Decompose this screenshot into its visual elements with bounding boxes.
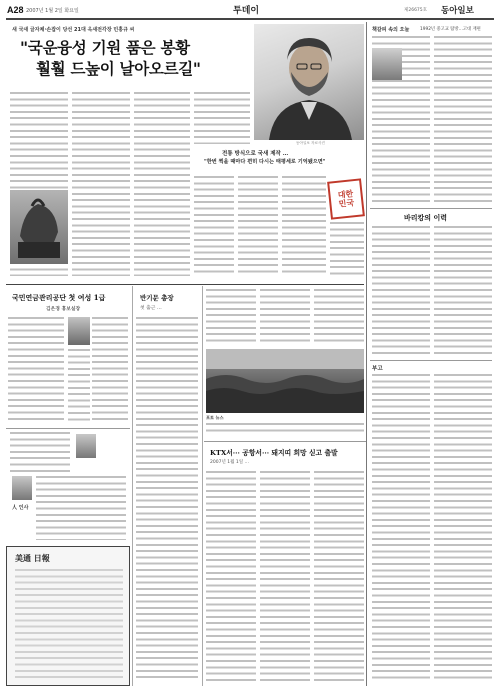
pull-quote — [194, 148, 364, 172]
mid-left-article — [6, 287, 130, 427]
issue-number: 제26675호 — [404, 8, 428, 13]
top-story-divider — [6, 284, 364, 285]
mid-left-headline: 국민연금관리공단 첫 여성 1급 — [12, 293, 106, 302]
masthead — [0, 0, 500, 20]
pull-quote-line-2: "한번 찍을 때마다 편히 다시는 태평세로 기억됐으면" — [204, 159, 326, 165]
story-body-col-6 — [238, 176, 278, 276]
mid-left-body-3 — [68, 349, 90, 421]
ad-body — [15, 569, 123, 679]
portrait-illustration — [254, 24, 364, 140]
top-story — [6, 22, 364, 282]
ktx-body-1 — [206, 471, 256, 681]
mid-left-photo — [68, 317, 90, 345]
memo-article — [134, 287, 200, 687]
column-mid-body-2 — [434, 226, 492, 356]
crowd-photo — [206, 349, 364, 413]
center-bottom-article — [204, 287, 366, 687]
seal-illustration — [10, 190, 68, 264]
crowd-photo-caption: 포토 뉴스 — [206, 415, 224, 420]
col-separator-1 — [132, 286, 133, 686]
ktx-headline: KTX서··· 공항서··· 돼지띠 희망 싣고 출발 — [210, 449, 338, 457]
story-headline-line-2: 훨훨 드높이 날아오르길" — [36, 59, 201, 78]
obituary-label: 부고 — [372, 366, 383, 372]
center-body-top-2 — [260, 289, 310, 345]
mid-left-body-1 — [8, 317, 64, 421]
portrait-photo — [254, 24, 364, 140]
story-body-col-7 — [282, 176, 326, 276]
today-in-history-label: 책갈피 속의 오늘 — [372, 27, 410, 33]
right-column-separator — [366, 22, 367, 686]
seal-sculpture-photo — [10, 190, 68, 264]
story-body-col-3 — [134, 92, 190, 276]
issue-date: 2007년 1월 2일 화요일 — [26, 8, 79, 14]
mid-left-subhead: 김은경 홍보실장 — [46, 307, 81, 312]
col-separator-2 — [202, 286, 203, 686]
memo-headline: 반기문 총장 — [140, 294, 174, 302]
crowd-caption-body — [206, 423, 364, 435]
right-rule-2 — [370, 360, 492, 361]
personnel-box — [6, 428, 130, 544]
page-number: A28 — [7, 5, 24, 15]
story-body-col-4 — [194, 92, 250, 144]
advertisement — [6, 546, 130, 686]
personnel-photo-2 — [12, 476, 32, 500]
crowd-illustration — [206, 349, 364, 413]
story-kicker: 새 국새 글자체·손잡이 당선 21대 옥새전각장 민홍규 씨 — [12, 27, 135, 33]
center-body-top-1 — [206, 289, 256, 345]
masthead-rule — [6, 18, 494, 20]
ad-title: 美通 日報 — [15, 553, 50, 563]
right-rule-1 — [370, 208, 492, 209]
obituary-body-2 — [434, 374, 492, 682]
ktx-body-3 — [314, 471, 364, 681]
personnel-label: 人 인사 — [12, 505, 29, 511]
story-body-col-8 — [330, 222, 364, 276]
ktx-body-2 — [260, 471, 310, 681]
seal-stamp-text: 대한민국 — [337, 188, 355, 209]
column-mid-title: 바리캉의 이력 — [404, 213, 448, 222]
memo-subhead: 첫 출근 … — [140, 306, 162, 311]
seal-stamp — [327, 178, 365, 219]
today-in-history-title: 1992년 중고교 탐방…고대 재편 — [420, 27, 481, 32]
personnel-body-2 — [36, 476, 126, 540]
ktx-sub: 2007년 1월 1일 … — [210, 460, 250, 465]
photo-caption: 동아일보 자료사진 — [296, 141, 325, 145]
personnel-body-1 — [10, 432, 70, 472]
personnel-photo-1 — [76, 434, 96, 458]
history-body-2 — [434, 36, 492, 206]
history-photo — [372, 48, 402, 80]
story-body-col-2 — [72, 92, 130, 276]
personnel-rule — [6, 428, 130, 429]
memo-body — [136, 317, 198, 681]
newspaper-logo: 동아일보 — [441, 6, 474, 16]
section-title: 투데이 — [233, 6, 260, 16]
right-column — [368, 22, 494, 686]
ktx-rule — [204, 441, 366, 442]
obituary-body-1 — [372, 374, 430, 682]
story-body-col-5 — [194, 176, 234, 276]
pull-quote-line-1: 전통 방식으로 국새 제작 … — [222, 151, 289, 157]
column-mid-body-1 — [372, 226, 430, 356]
center-body-top-3 — [314, 289, 364, 345]
story-headline-line-1: "국운융성 기원 품은 봉황 — [20, 38, 190, 57]
mid-left-body-2 — [92, 317, 128, 421]
